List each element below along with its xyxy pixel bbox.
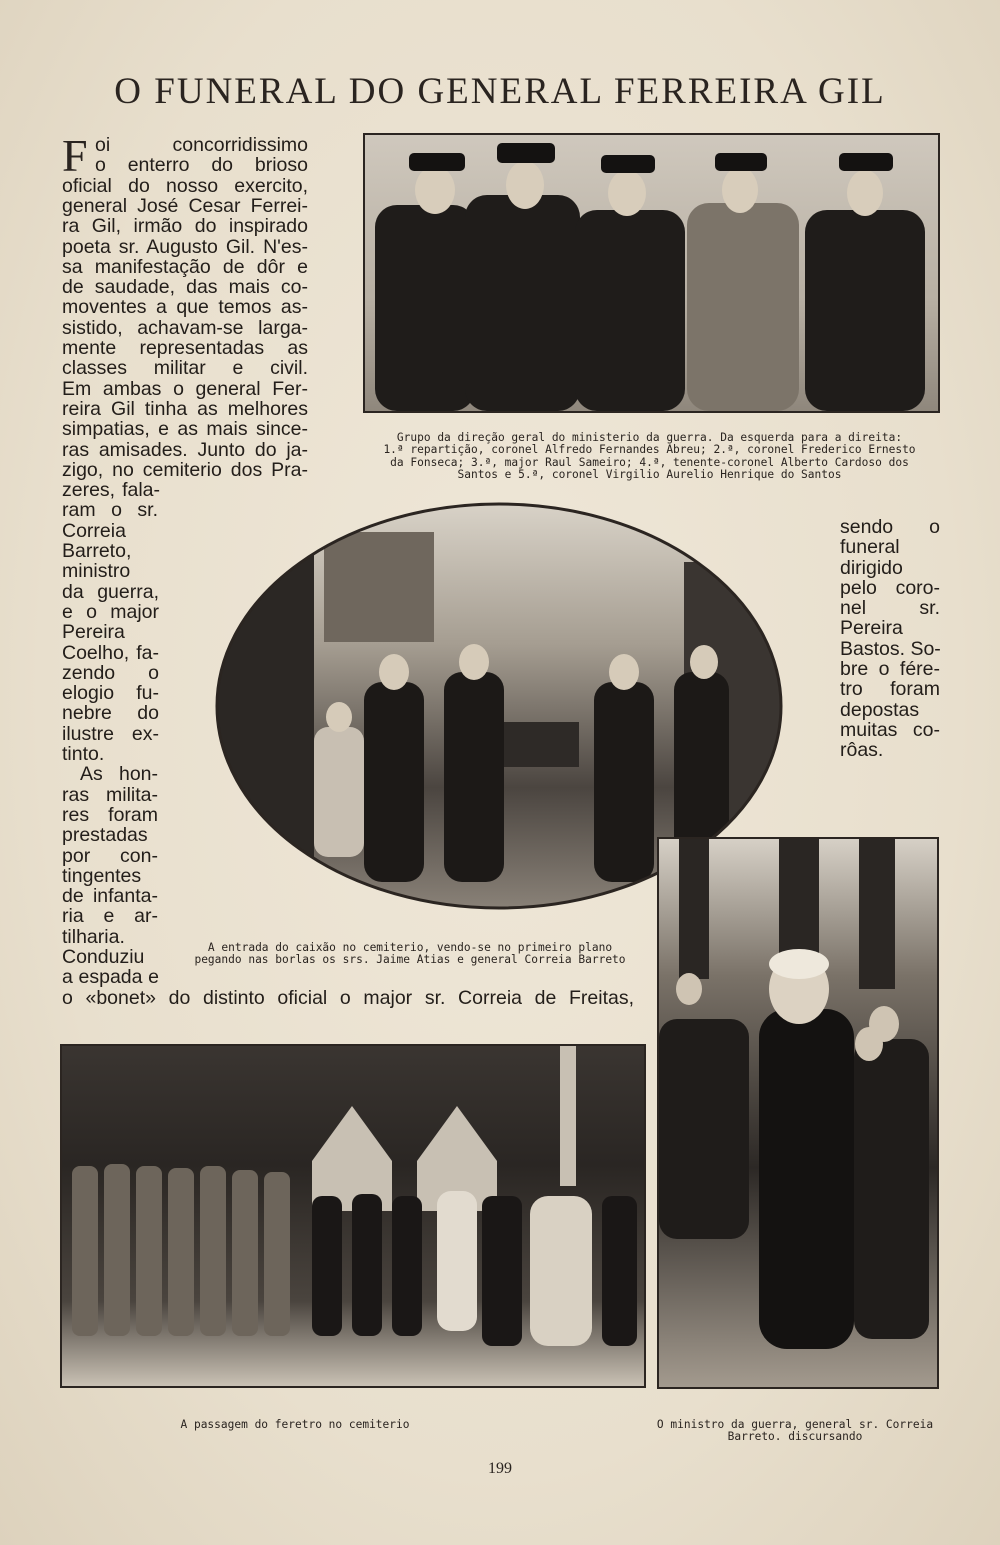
article-line: bre o fére- xyxy=(840,658,940,681)
caption-minister xyxy=(640,1419,950,1444)
photo-officers-group xyxy=(363,133,940,413)
caption-line: O ministro da guerra, general sr. Correia xyxy=(656,1418,934,1431)
article-line: Barreto, xyxy=(62,540,132,562)
article-line: zendo o xyxy=(62,661,159,684)
article-line: depostas xyxy=(840,698,920,721)
drop-cap: F xyxy=(62,130,88,181)
caption-line: da Fonseca; 3.ª, major Raul Sameiro; 4.ª, tenente-coronel Alberto Cardoso dos xyxy=(390,455,909,469)
article-body-right xyxy=(840,517,940,761)
caption-line: pegando nas borlas os srs. Jaime Atias e general Correia Barreto xyxy=(194,953,626,967)
article-line: res foram xyxy=(62,803,158,826)
article-line: Correia xyxy=(62,519,126,542)
article-line: ra Gil, irmão do inspirado xyxy=(62,215,308,238)
article-line: classes militar e civil. xyxy=(62,357,308,380)
article-line: zigo, no cemiterio dos Pra- xyxy=(62,458,308,481)
article-line: sa manifestação de dôr e xyxy=(62,255,308,278)
caption-officers xyxy=(363,432,936,482)
article-line: prestadas xyxy=(62,824,148,847)
article-line: ria e ar- xyxy=(62,905,158,928)
article-line: ram o sr. xyxy=(62,499,158,522)
caption-coffin-entrance xyxy=(180,942,640,967)
page-number: 199 xyxy=(488,1460,512,1477)
article-line: pelo coro- xyxy=(840,576,940,599)
photo-minister-speaking xyxy=(657,837,939,1389)
article-line: Pereira xyxy=(840,617,903,640)
article-line: ilustre ex- xyxy=(62,722,159,745)
article-line: mente representadas as xyxy=(62,337,308,359)
caption-line: A entrada do caixão no cemiterio, vendo-se no primeiro plano xyxy=(207,941,613,954)
caption-line: Santos e 5.ª, coronel Virgilio Aurelio Henrique do Santos xyxy=(457,468,842,482)
article-line: rôas. xyxy=(840,739,884,762)
article-line: ras amisades. Junto do ja- xyxy=(62,438,308,461)
article-line: ras milita- xyxy=(62,783,158,806)
caption-line: Barreto. discursando xyxy=(727,1430,863,1444)
caption-line: A passagem do feretro no cemiterio xyxy=(180,1418,410,1431)
caption-line: 1.ª repartição, coronel Alfredo Fernandes Abreu; 2.ª, coronel Frederico Ernesto xyxy=(383,443,916,457)
article-line: e o major xyxy=(62,600,159,623)
article-line: sendo o xyxy=(840,516,940,538)
article-line: elogio fu- xyxy=(62,682,159,705)
photo-passage-cemetery xyxy=(60,1044,646,1388)
article-line: tilharia. xyxy=(62,925,125,948)
article-line: funeral xyxy=(840,536,900,559)
article-line: Bastos. So- xyxy=(840,637,941,660)
article-line: Conduziu xyxy=(62,946,145,968)
article-line: oi concorridissimo xyxy=(95,134,308,156)
article-line: Pereira xyxy=(62,621,125,644)
article-line: tro foram xyxy=(840,678,940,701)
article-line: general José Cesar Ferrei- xyxy=(62,194,308,217)
article-line: da guerra, xyxy=(62,580,159,603)
article-line: nebre do xyxy=(62,702,159,725)
article-line: poeta sr. Augusto Gil. N'es- xyxy=(62,235,308,258)
article-line: dirigido xyxy=(840,556,903,579)
article-line: simpatias, e as mais since- xyxy=(62,418,308,441)
article-line: sistido, achavam-se larga- xyxy=(62,316,308,339)
article-line: muitas co- xyxy=(840,718,940,741)
article-line: As hon- xyxy=(80,763,158,786)
article-line: moventes a que temos as- xyxy=(62,296,308,319)
article-line: oficial do nosso exercito, xyxy=(62,174,308,197)
article-line: o «bonet» do distinto oficial o major sr. Correia de Freitas, xyxy=(62,986,634,1009)
article-line: tinto. xyxy=(62,743,105,765)
article-line: nel sr. xyxy=(840,597,940,620)
article-line: tingentes xyxy=(62,864,142,887)
article-line: de infanta- xyxy=(62,885,158,908)
caption-passage xyxy=(60,1419,530,1431)
caption-line: Grupo da direção geral do ministerio da guerra. Da esquerda para a direita: xyxy=(396,431,903,444)
article-line: Coelho, fa- xyxy=(62,641,159,664)
article-line: por con- xyxy=(62,844,158,867)
article-line: zeres, fala- xyxy=(62,479,160,502)
article-title: O FUNERAL DO GENERAL FERREIRA GIL xyxy=(114,71,886,112)
article-line: a espada e xyxy=(62,966,159,989)
article-line: Em ambas o general Fer- xyxy=(62,377,308,400)
article-line: de saudade, das mais co- xyxy=(62,276,308,299)
article-line: reira Gil tinha as melhores xyxy=(62,397,308,420)
article-line: o enterro do brioso xyxy=(95,154,308,177)
article-line: ministro xyxy=(62,560,131,583)
